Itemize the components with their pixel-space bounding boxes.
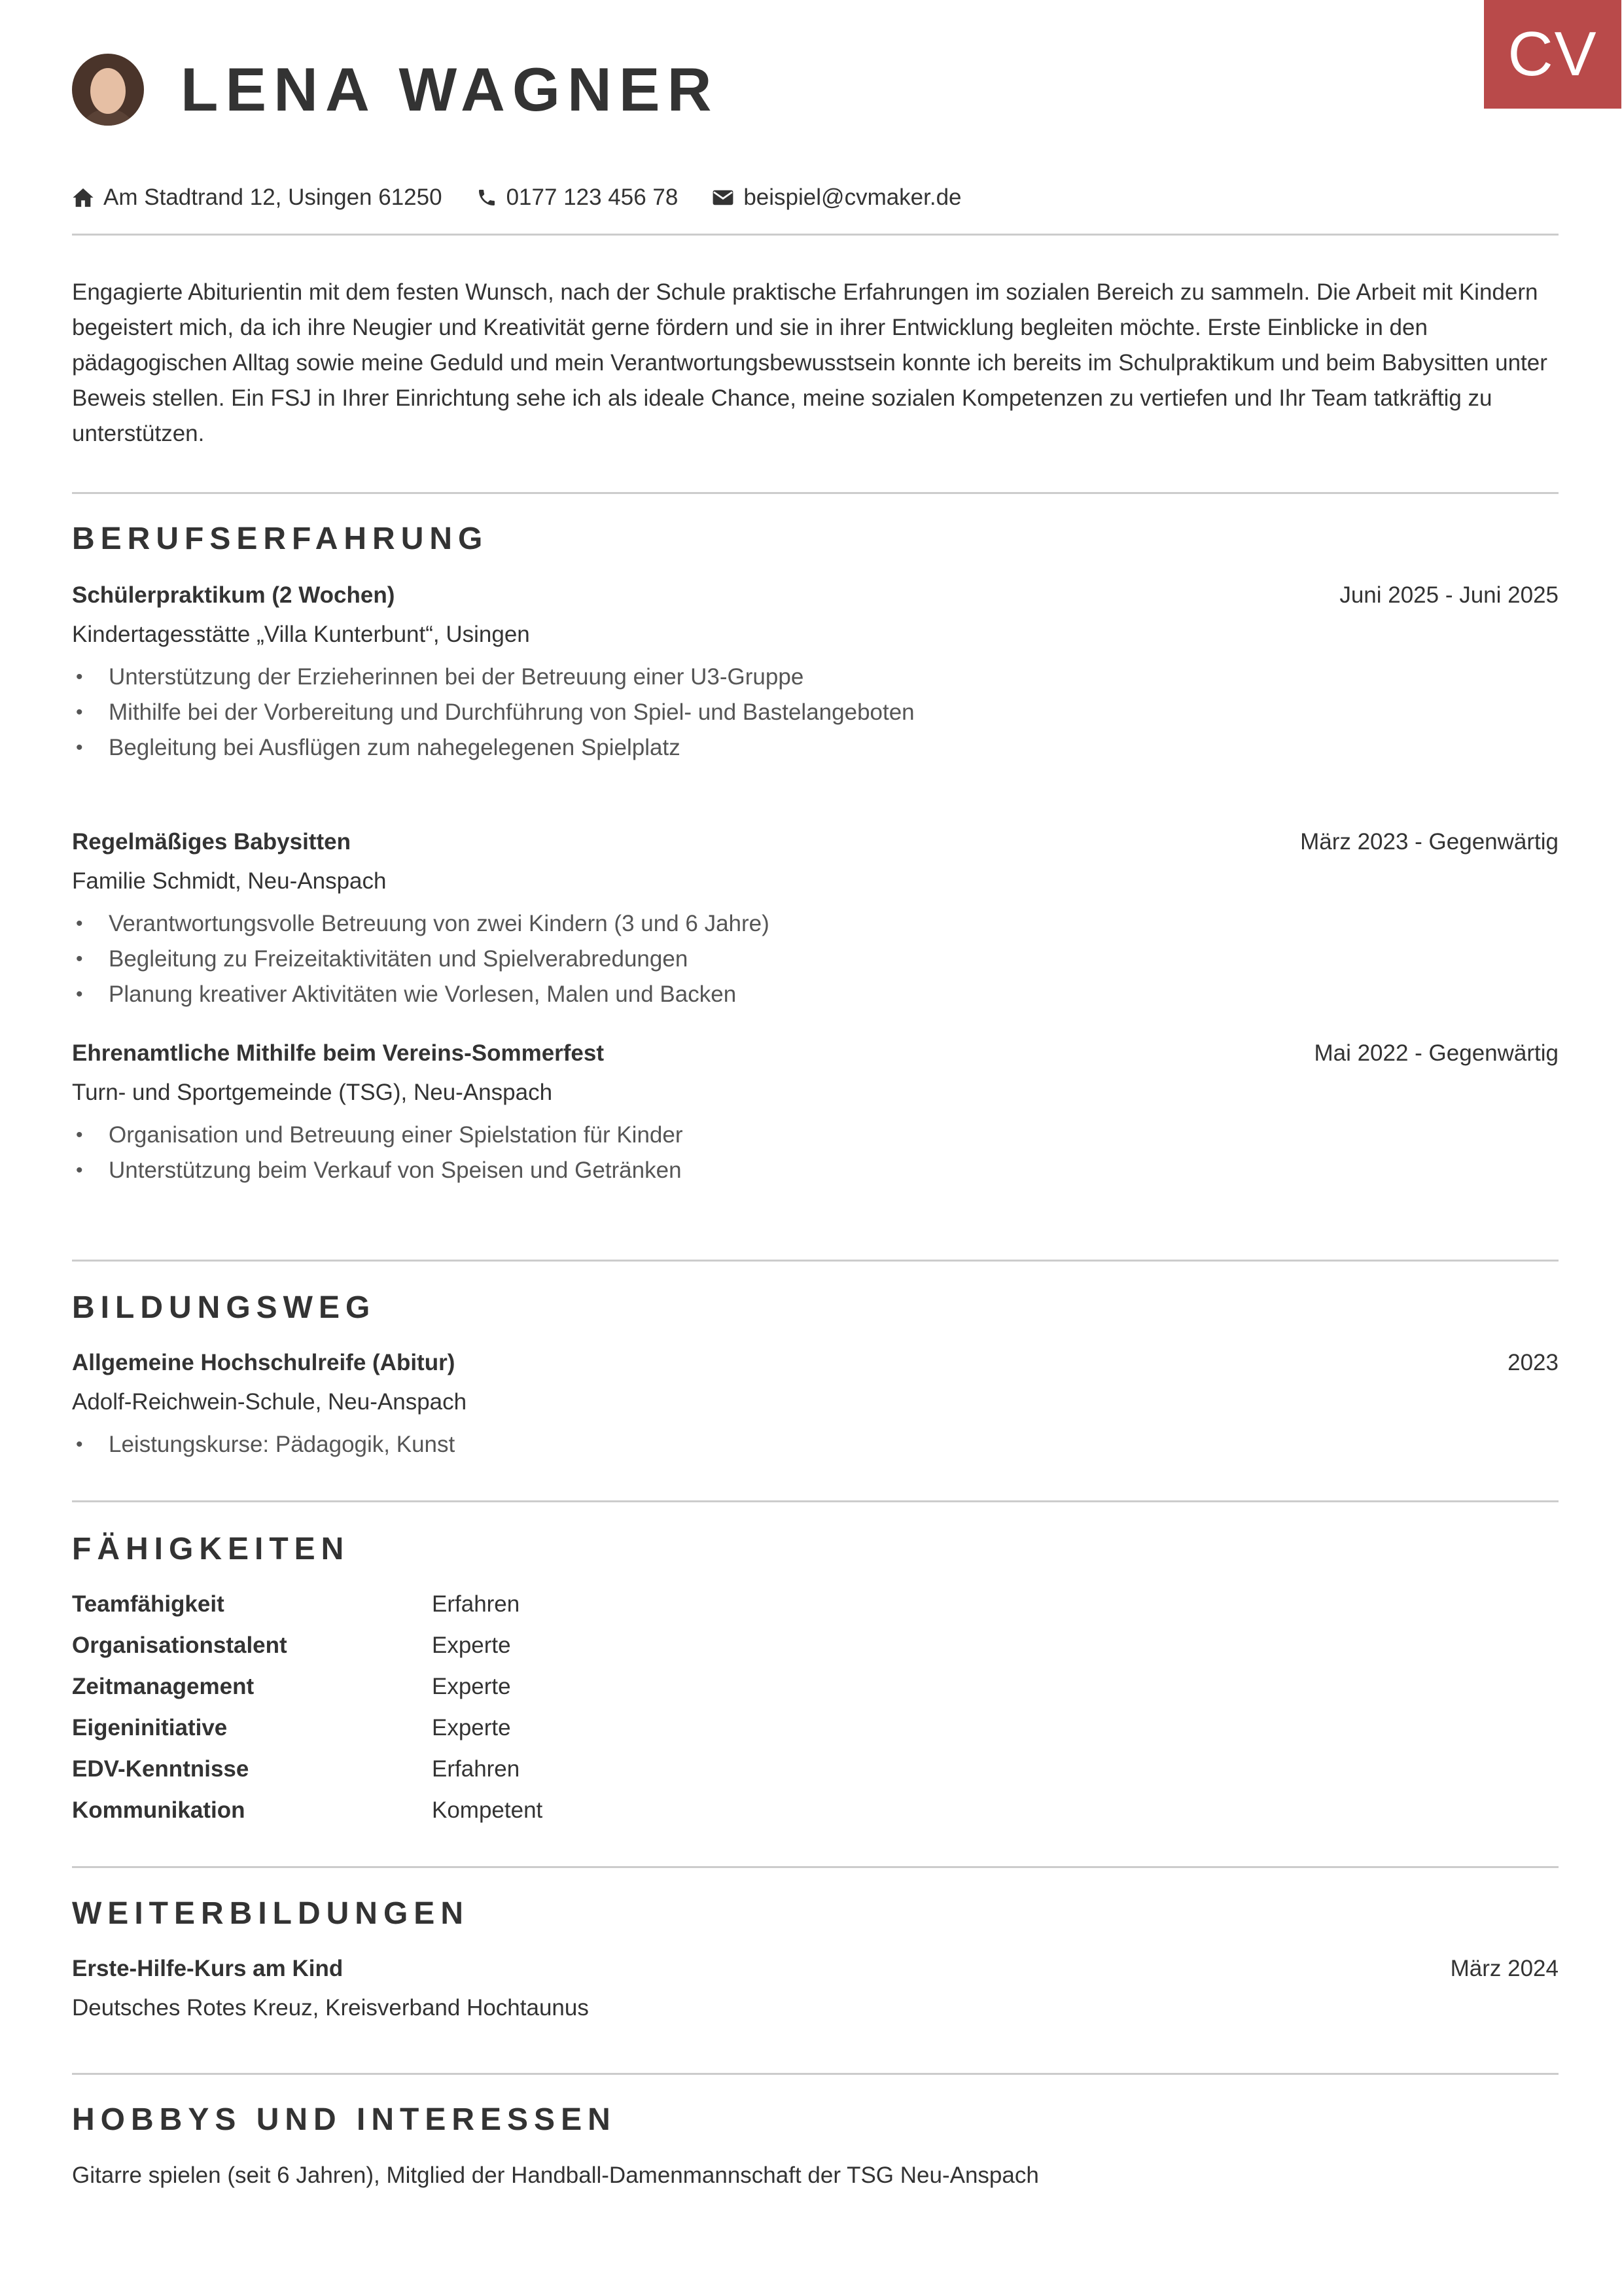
bullet-item: • Mithilfe bei der Vorbereitung und Durchführung von Spiel- und Bastelangeboten <box>72 695 1559 730</box>
entry-date: März 2023 - Gegenwärtig <box>1300 829 1559 855</box>
hobbies-text: Gitarre spielen (seit 6 Jahren), Mitglied der Handball-Damenmannschaft der TSG Neu-Anspach <box>72 2163 1039 2188</box>
bullet-item: • Begleitung bei Ausflügen zum nahegelegenen Spielplatz <box>72 730 1559 766</box>
skill-level: Experte <box>432 1714 511 1740</box>
bullet-list <box>72 660 1559 766</box>
entry-subtitle: Deutsches Rotes Kreuz, Kreisverband Hochtaunus <box>72 1995 589 2021</box>
contact-bar <box>72 179 996 216</box>
bullet-item: • Unterstützung der Erzieherinnen bei der Betreuung einer U3-Gruppe <box>72 660 1559 695</box>
entry-title: Ehrenamtliche Mithilfe beim Vereins-Sommerfest <box>72 1040 605 1066</box>
entry-subtitle: Kindertagesstätte „Villa Kunterbunt“, Usingen <box>72 622 530 647</box>
section-title-hobbies: HOBBYS UND INTERESSEN <box>72 2102 616 2137</box>
mail-icon <box>712 188 734 207</box>
entry-title: Allgemeine Hochschulreife (Abitur) <box>72 1350 455 1375</box>
experience-entry <box>72 1034 1559 1188</box>
header <box>72 54 719 126</box>
contact-phone <box>476 185 679 211</box>
bullet-item: • Organisation und Betreuung einer Spielstation für Kinder <box>72 1118 1559 1153</box>
skill-row <box>72 1707 857 1748</box>
bullet-item: • Planung kreativer Aktivitäten wie Vorlesen, Malen und Backen <box>72 977 1559 1012</box>
training-entry <box>72 1949 1559 2028</box>
cv-badge <box>1484 0 1621 109</box>
contact-address <box>72 185 442 211</box>
profile-summary: Engagierte Abiturientin mit dem festen Wunsch, nach der Schule praktische Erfahrungen im sozialen Bereich zu sammeln. Die Arbeit mit Kindern begeistert mich, da ich ihre Neugier und Kreativität gerne fördern und sie in ihrer Entwicklung begleiten möchte. Erste Einblicke in den pädagogischen Alltag sowie meine Geduld und mein Verantwortungsbewusstsein konnte ich bereits im Schulpraktikum und beim Babysitten unter Beweis stellen. Ein FSJ in Ihrer Einrichtung sehe ich als ideale Chance, meine sozialen Kompetenzen zu vertiefen und Ihr Team tatkräftig zu unterstützen. <box>72 279 1547 446</box>
divider <box>72 1866 1559 1868</box>
skill-name: Zeitmanagement <box>72 1673 255 1699</box>
phone-icon <box>476 187 497 208</box>
avatar-face <box>90 68 126 114</box>
bullet-item: • Begleitung zu Freizeitaktivitäten und Spielverabredungen <box>72 942 1559 977</box>
entry-title: Regelmäßiges Babysitten <box>72 829 351 855</box>
bullet-list <box>72 1427 1559 1462</box>
avatar <box>72 54 144 126</box>
skill-name: Organisationstalent <box>72 1632 287 1658</box>
bullet-item: • Unterstützung beim Verkauf von Speisen und Getränken <box>72 1153 1559 1188</box>
entry-date: Juni 2025 - Juni 2025 <box>1339 582 1559 608</box>
education-entry <box>72 1343 1559 1462</box>
page-title: LENA WAGNER <box>181 55 719 124</box>
bullet-list <box>72 906 1559 1012</box>
experience-entry <box>72 822 1559 1012</box>
section-title-education: BILDUNGSWEG <box>72 1290 376 1325</box>
cv-page <box>72 0 1598 2296</box>
entry-subtitle: Familie Schmidt, Neu-Anspach <box>72 868 387 894</box>
skill-name: Teamfähigkeit <box>72 1591 224 1617</box>
skill-name: EDV-Kenntnisse <box>72 1756 249 1782</box>
bullet-list <box>72 1118 1559 1188</box>
section-title-training: WEITERBILDUNGEN <box>72 1896 469 1931</box>
contact-email <box>712 185 961 211</box>
skill-row <box>72 1666 857 1707</box>
entry-title: Erste-Hilfe-Kurs am Kind <box>72 1956 344 1981</box>
skill-row <box>72 1748 857 1790</box>
skill-level: Experte <box>432 1632 511 1658</box>
section-title-skills: FÄHIGKEITEN <box>72 1532 350 1566</box>
divider <box>72 1500 1559 1502</box>
experience-entry <box>72 576 1559 766</box>
home-icon <box>72 187 94 208</box>
skill-row <box>72 1790 857 1831</box>
divider <box>72 234 1559 236</box>
skill-level: Erfahren <box>432 1756 520 1782</box>
bullet-item: • Leistungskurse: Pädagogik, Kunst <box>72 1427 1559 1462</box>
entry-date: 2023 <box>1507 1350 1559 1375</box>
entry-date: Mai 2022 - Gegenwärtig <box>1314 1040 1559 1066</box>
entry-subtitle: Adolf-Reichwein-Schule, Neu-Anspach <box>72 1389 467 1415</box>
skill-level: Experte <box>432 1673 511 1699</box>
phone-text[interactable]: 0177 123 456 78 <box>506 185 679 210</box>
entry-date: März 2024 <box>1450 1956 1559 1981</box>
skills-table <box>72 1583 857 1831</box>
skill-name: Eigeninitiative <box>72 1714 228 1740</box>
skill-name: Kommunikation <box>72 1797 245 1823</box>
email-link[interactable]: beispiel@cvmaker.de <box>743 185 962 210</box>
cv-badge-text: CV <box>1507 19 1598 89</box>
entry-title: Schülerpraktikum (2 Wochen) <box>72 582 395 608</box>
bullet-item: • Verantwortungsvolle Betreuung von zwei Kindern (3 und 6 Jahre) <box>72 906 1559 942</box>
section-title-experience: BERUFSERFAHRUNG <box>72 521 489 556</box>
entry-subtitle: Turn- und Sportgemeinde (TSG), Neu-Anspach <box>72 1080 553 1105</box>
skill-row <box>72 1583 857 1625</box>
divider <box>72 2073 1559 2075</box>
divider <box>72 492 1559 494</box>
skill-level: Kompetent <box>432 1797 543 1823</box>
skill-row <box>72 1625 857 1666</box>
address-text: Am Stadtrand 12, Usingen 61250 <box>103 185 442 210</box>
skill-level: Erfahren <box>432 1591 520 1617</box>
divider <box>72 1260 1559 1262</box>
